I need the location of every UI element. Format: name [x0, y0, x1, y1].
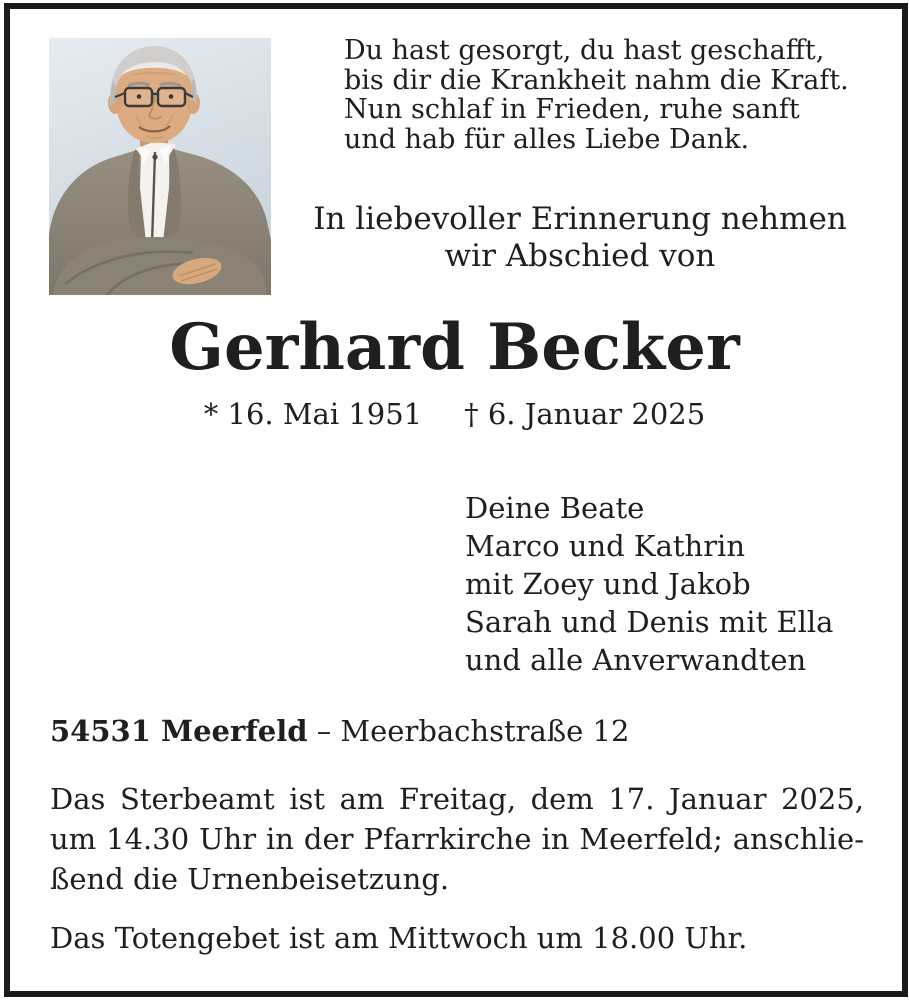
- mourner-line: Marco und Kathrin: [465, 529, 746, 563]
- city-postal: 54531 Meerfeld: [50, 714, 308, 748]
- street: – Meerbachstraße 12: [307, 714, 630, 748]
- mourner-line: Deine Beate: [465, 491, 645, 525]
- memorial-verse: [344, 36, 849, 154]
- verse-line: bis dir die Krankheit nahm die Kraft.: [344, 64, 849, 96]
- farewell-intro: [290, 201, 870, 275]
- verse-line: und hab für alles Liebe Dank.: [344, 123, 750, 155]
- portrait-illustration: [49, 38, 271, 295]
- birth-date: * 16. Mai 1951: [203, 397, 423, 431]
- mourner-line: Sarah und Denis mit Ella: [465, 605, 834, 639]
- intro-line: wir Abschied von: [444, 238, 716, 274]
- intro-line: In liebevoller Erinnerung nehmen: [313, 201, 847, 237]
- portrait-photo: [49, 38, 271, 295]
- mourner-line: mit Zoey und Jakob: [465, 567, 751, 601]
- verse-line: Nun schlaf in Frieden, ruhe sanft: [344, 94, 800, 125]
- prayer-info: Das Totengebet ist am Mittwoch um 18.00 Uhr.: [50, 921, 748, 955]
- deceased-name: Gerhard Becker: [169, 310, 740, 385]
- mourner-line: und alle Anverwandten: [465, 643, 807, 677]
- service-line: Das Sterbeamt ist am Freitag, dem 17. Januar 2025,: [50, 782, 864, 816]
- service-info: [50, 779, 864, 899]
- service-line: um 14.30 Uhr in der Pfarrkirche in Meerfeld; anschlie-: [50, 822, 864, 856]
- service-line: ßend die Urnenbeisetzung.: [50, 862, 450, 896]
- location-line: [50, 714, 629, 748]
- mourners-list: [465, 489, 833, 679]
- verse-line: Du hast gesorgt, du hast geschafft,: [344, 35, 825, 66]
- life-dates: [0, 397, 909, 431]
- death-date: † 6. Januar 2025: [464, 397, 706, 431]
